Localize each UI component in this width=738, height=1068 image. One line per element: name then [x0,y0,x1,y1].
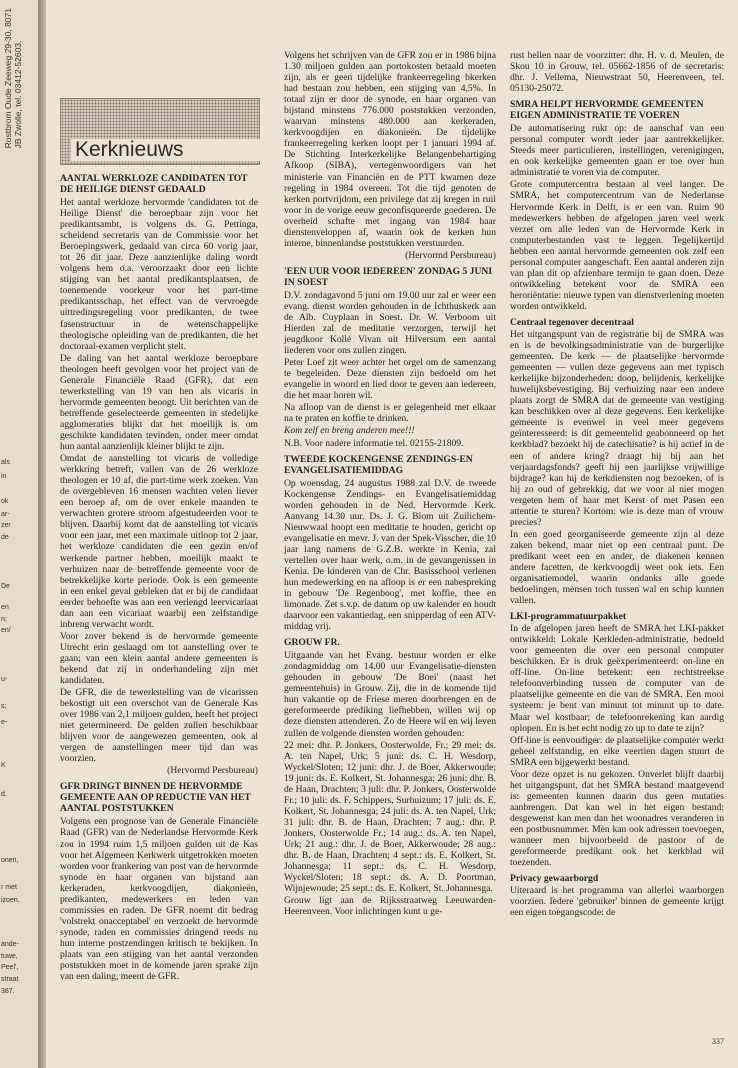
facing-page-vertical-text: Rostbrom Oude Zeeweg 29-30, 8071 JB Zwolle, tel. 03412-52603. [3,8,23,149]
paragraph: Omdat de aanstelling tot vicaris de volledige werkkring betreft, vallen van de 26 werkloze theologen er 10 af, die part-time werk zoeken. Van de overgebleven 16 mensen wachten velen liever een beroep af, om de over enkele maanden te verwachten grotere stroom afgestudeerden voor te blijven. Daarbij komt dat de aanstelling tot vicaris voor een jaar, met een maximale uitloop tot 2 jaar, het werkloze candidaten die een gezin en/of werkende partner hebben, moeilijk maakt te verhuizen naar de betreffende gemeente voor de betrekkelijke korte periode. Ook is een gemeente in een enkel geval gebleken dat er bij de candidaat eerder behoefte was aan een verlengd leervicariaat dan aan een vicariaat waarbij een zelfstandige inbreng verwacht wordt. [60,453,258,630]
facing-page-fragment: onen, [1,857,19,864]
facing-page-fragment: de [1,534,9,541]
facing-page-fragment: en/ [1,627,11,634]
page-number: 337 [712,1037,724,1046]
paragraph: In de afgelopen jaren heeft de SMRA het LKI-pakket ontwikkeld: Lokale Kerkleden-administratie, bedoeld voor gemeenten die over een personal computer beschikken. Er is druk geëxperimenteerd: on-line en off-line. On-line betekent: een rechtstreekse telefoonverbinding tussen de computer van de plaatselijke gemeente en die van de SMRA. Een mooi systeem: je bent van minuut tot minuut up to date. Maar wel kostbaar; de telefoonrekening kan aardig oplopen. En is het echt nodig zo up to date te zijn? [510,623,724,734]
article-title: GROUW FR. [284,637,340,649]
paragraph: De automatisering rukt op: de aanschaf van een personal computer wordt ieder jaar aantrekkelijker. Steeds meer particulieren, instellingen, verenigingen, en ook kerkelijke gemeenten gaan er toe over hun administratie te voren via de computer. [510,123,724,179]
article-credit: (Hervormd Persbureau) [167,765,258,777]
paragraph: Voor deze opzet is nu gekozen. Onverlet blijft daarbij het uitgangspunt, dat het SMRA bestand maatgevend is: gemeenten kunnen daarin dus geen mutaties aanbrengen. Dat kan wel in het eigen bestand: desgewenst kan men dan het woonadres veranderen in een postbusnummer. Men kan ook adressen toevoegen, wanneer men bijvoorbeeld de pastoor of de gereformeerde predikant ook het kerkblad wil toezenden. [510,768,724,869]
paragraph: Off-line is eenvoudiger: de plaatselijke computer werkt geheel zelfstandig, en elke veertien dagen stuurt de SMRA een bijgewerkt bestand. [510,734,724,768]
paragraph: Grote computercentra bestaan al veel langer. De SMRA, het computercentrum van de Nederlanse Hervormde Kerk in Delft, is er een van. Ruim 90 medewerkers hebben de afgelopen jaren veel werk verzet om alle leden van de Hervormde Kerk in computerbestanden vast te leggen. Tegelijkertijd hebben een aantal hervormde gemeenten ook zelf een personal computer aangeschaft. Een aantal anderen zijn van plan dit op afzienbare termijn te gaan doen. Deze ontwikkeling betekent voor de SMRA een heroriëntatie: nieuwe typen van dienstverlening moeten worden ontwikkeld. [510,179,724,312]
facing-page-fragment: d. [1,791,7,798]
article-title: TWEEDE KOCKENGENSE ZENDINGS-EN EVANGELISATIEMIDDAG [284,453,473,476]
facing-page-fragment: e- [1,719,8,726]
column-3 [510,50,724,919]
facing-page-edge [0,0,39,1068]
paragraph: Peter Loef zit weer achter het orgel om de samenzang te begeleiden. Deze diensten zijn bedoeld om het evangelie in woord en lied door te geven aan iedereen, die het maar horen wil. [284,357,496,402]
book-gutter [38,0,46,1068]
facing-page-fragment: als [1,459,10,466]
section-banner [60,98,260,165]
paragraph: Het uitgangspunt van de registratie bij de SMRA was en is de bevolkingsadministratie van de burgerlijke gemeenten. De kerk — de plaatselijke hervormde gemeenten — vullen deze gegevens aan met typisch kerkelijke bijzonderheden: doop, belijdenis, kerkelijke huwelijksbevestiging. Bij verhuizing naar een andere plaats zorgt de SMRA dat de gemeente van vestiging kan beschikken over al deze gegevens. Een kerkelijke gemeente is evenwel in veel meer gegevens geïnteresseerd: is dit gemeentelid geabonneerd op het kerkblad? bezoekt hij de catechisatie? is hij actief in de een of andere kring? draagt hij bij aan het verjaardagsfonds? geeft hij een jaarlijkse vrijwillige bijdrage? kan hij de kerkdiensten nog bezoeken, of is hij zo oud of gebrekkig, dat we voor al niet mogen vergeten hem of haar met Kerst of met Pasen een attentie te sturen? Kortom: wie is deze man of vrouw precies? [510,328,724,528]
article-title: 'EEN UUR VOOR IEDEREEN' ZONDAG 5 JUNI IN SOEST [284,265,493,288]
section-heading: LKI-programmatuurpakket [510,611,627,623]
facing-page-fragment: tuwe, [1,953,18,960]
paragraph: rust bellen naar de voorzitter: dhr. H. v. d. Meulen, de Skou 10 in Grouw, tel. 05662-1856 of de secretaris: dhr. J. Vellema, Nieuwstraat 50, Heerenveen, tel. 05130-25072. [510,50,724,95]
facing-page-fragment: De [1,583,10,590]
paragraph: De GFR, die de tewerkstelling van de vicarissen bekostigt uit een overschot van de Generale Kas over 1986 van 2,1 miljoen gulden, heeft het project niet getermineerd. De gelden zullen beschikbaar blijven voor de aangewezen gemeenten, ook al vergen de aanstellingen meer tijd dan was voorzien. [60,687,258,765]
article-title: GFR DRINGT BINNEN DE HERVORMDE GEMEENTE AAN OP REDUCTIE VAN HET AANTAL POSTSTUKKEN [60,781,251,815]
facing-page-fragment: n; [1,616,7,623]
facing-page-fragment: in [1,473,7,480]
facing-page-fragment: ar- [1,511,10,518]
magazine-page [46,0,738,1068]
paragraph: Na afloop van de dienst is er gelegenheid met elkaar na te praten en koffie te drinken. [284,402,496,425]
section-title: Kerknieuws [71,139,267,161]
facing-page-fragment: ande- [1,941,19,948]
paragraph: N.B. Voor nadere informatie tel. 02155-21809. [284,437,464,449]
facing-page-fragment: en [1,604,9,611]
facing-page-fragment: izoen. [1,897,20,904]
paragraph: Op woensdag, 24 augustus 1988 zal D.V. de tweede Kockengense Zendings- en Evangelisatiemiddag worden gehouden in de Ned. Hervormde Kerk. Aanvang 14.30 uur. Ds. J. G. Blom uit Zuilichem-Nieuwwaal hoopt een meditatie te houden, gericht op evangelisatie en mevr. J. van der Spek-Visscher, die 10 jaar lang namens de G.Z.B. werkte in Kenia, zal vertellen over haar werk, o.m. in de gevangenissen in Kenia. De kinderen van de Chr. Basisschool verlenen hun medewerking en na afloop is er een nabespreking in gebouw 'De Regenboog', met koffie, thee en limonade. Zet s.v.p. de datum op uw kalender en houdt daarvoor een vakantiedag, een snipperdag of een ATV-middag vrij. [284,477,496,633]
paragraph: Het aantal werkloze hervormde 'candidaten tot de Heilige Dienst' die beroepbaar zijn voor het predikantsambt, is volgens ds. G. Pettinga, scheidend secretaris van de Commissie voor het Beroepingswerk, gedaald van circa 60 vorig jaar, tot 26 dit jaar. Deze aanzienlijke daling wordt volgens hem o.a. veroorzaakt door een lichte stijging van het aantal predikantsplaatsen, de toenemende voorkeur voor het part-time predikantsschap, het effect van de vervroegde uittredingsregeling voor predikanten, de twee fasenstructuur in de wetenschappelijke theologische opleiding van de predikanten, die het doctoraal-examen verplicht stelt. [60,197,258,352]
facing-page-fragment: ok [1,498,9,505]
facing-page-fragment: Peel', [1,964,19,971]
paragraph: In een goed georganiseerde gemeente zijn al deze zaken bekend, maar niet op een centraal punt. De predikant weet een en ander, de diakenen kennen andere facetten, de kerkvoogdij weet ook iets. Een organisatiemodel, waarin ondanks alle goede bedoelingen, mensen toch tussen wal en schip kunnen vallen. [510,528,724,607]
article-werkloze-candidaten [60,173,258,776]
section-heading: Centraal tegenover decentraal [510,316,634,328]
facing-page-fragment: r met [1,884,17,891]
paragraph: D.V. zondagavond 5 juni om 19.00 uur zal er weer een evang. dienst worden gehouden in de Ichthuskerk aan de Alb. Cuyplaan in Soest. Dr. W. Verboom uit Hierden zal de meditatie verzorgen, terwijl het jeugdkoor Kollé Vivan uit Hilversum een aantal liederen voor ons zullen zingen. [284,289,496,357]
paragraph: De daling van het aantal werkloze beroepbare theologen heeft gevolgen voor het project van de Generale Financiële Raad (GFR), dat een tewerkstelling van 19 van hen als vicaris in hervormde gemeenten beoogt. Uit berichten van de betreffende geselecteerde gemeenten in stedelijke agglomeraties blijkt dat het moeilijk is om geschikte kandidaten tevinden, onder meer omdat hun aantal aanzienlijk kleiner blijkt te zijn. [60,352,258,453]
paragraph: Voor zover bekend is de hervormde gemeente Utrecht erin geslaagd om tot aanstelling over te gaan; van een klein aantal andere gemeenten is bekend dat zij in onderhandeling zijn met kandidaten. [60,630,258,687]
article-credit: (Hervormd Persbureau) [405,249,496,261]
article-gfr-poststukken [60,781,258,982]
article-title: SMRA HELPT HERVORMDE GEMEENTEN EIGEN ADMINISTRATIE TE VOEREN [510,99,704,122]
paragraph: Uitgaande van het Evang. bestuur worden er elke zondagmiddag om 14.00 uur Evangelisatie-diensten gehouden in gebouw 'De Boei' (naast het gemeentehuis) in Grouw. Zij, die in de komende tijd hun vakantie op de Friese meren doorbrengen en de gereformeerde prediking liefhebben, willen wij op deze diensten attenderen. Zo de Heere wil en wij leven zullen de volgende diensten worden gehouden: [284,650,496,739]
facing-page-fragment: K [1,762,6,769]
column-1 [60,168,258,983]
column-2 [284,50,496,918]
paragraph: Grouw ligt aan de Rijksstraatweg Leeuwarden-Heerenveen. Voor inlichtingen kunt u ge- [284,895,496,918]
paragraph: Uiteraard is het programma van allerlei waarborgen voorzien. Iedere 'gebruiker' binnen de gemeente krijgt een eigen toegangscode: de [510,885,724,919]
paragraph: 22 mei: dhr. P. Jonkers, Oosterwolde, Fr.; 29 mei: ds. A. ten Napel, Urk; 5 juni: ds. C. H. Wesdorp, Wyckel/Sloten; 12 juni: dhr. J. de Boer, Akkerwoude; 19 juni: ds. E. Kolkert, St. Johannesga; 26 juni: dhr. B. de Haan, Drachten; 3 juli: dhr. P. Jonkers, Oosterwolde Fr.; 10 juli: ds. F. Schippers, Surhuizum; 17 juli: ds. E. Kolkert, St. Johannesga; 24 juli: ds. A. ten Napel, Urk; 31 juli: dhr. B. de Haan, Drachten; 7 aug.: dhr. P. Jonkers, Oosterwolde Fr.; 14 aug.: ds. A. ten Napel, Urk; 21 aug.: dhr. J. de Boer, Akkerwoude; 28 aug.: dhr. B. de Haan, Drachten; 4 sept.: ds. E. Kolkert, St. Johannesga; 11 sept.: ds. C. H. Wesdorp, Wyckel/Sloten; 18 sept.: ds. A. D. Poortman, Wijnjewoude; 25 sept.: ds. E. Kolkert, St. Johannesga. [284,739,496,895]
facing-page-fragment: s; [1,703,7,710]
facing-page-fragment: zer [1,522,11,529]
article-title: AANTAL WERKLOZE CANDIDATEN TOT DE HEILIGE DIENST GEDAALD [60,173,248,195]
section-heading: Privacy gewaarborgd [510,873,599,885]
facing-page-fragment: u- [1,676,8,683]
italic-line: Kom zelf en breng anderen mee!!! [284,425,415,437]
facing-page-fragment: 387. [1,988,15,995]
paragraph: Volgens een prognose van de Generale Financiële Raad (GFR) van de Nederlandse Hervormde Kerk zou in 1994 ruim 1,5 miljoen gulden uit de Kas voor het Algemeen Kerkwerk uitgetrokken moeten worden voor frankering van post van de hervormde synode en haar organen van bijstand aan kerkeraden, kerkvoogdijen, diakonieën, predikanten, medewerkers en leden van commissies en raden. De GFR noemt dit bedrag 'volstrekt onacceptabel' en verzoekt de hervormde synode, raden en commissies dringend reeds nu hun interne postzendingen kritisch te bekijken. In plaats van een stijging van het aantal verzonden poststukken moet in de komende jaren sprake zijn van een daling, meent de GFR. [60,816,258,983]
paragraph: Volgens het schrijven van de GFR zou er in 1986 bijna 1.30 miljoen gulden aan portokosten betaald moeten zijn, als er geen tijdelijke frankeerregeling bkerken had bestaan zou hebben, een stijging van 4,5%. In totaal zijn er door de synode, en haar organen van bijstand minstens 776.000 poststukken verzonden, waarvan minstens 480.000 aan kerkeraden, kerkvoogdijen en diakonieën. De tijdelijke frankeerregeling kerken loopt per 1 januari 1994 af. De Stichting Interkerkelijke Belangenbehartiging Afkoop (SIBA), vertegenwoordigers van het ministerie van Financiën en de PTT kwamen deze regeling in 1984 overeen. Tot die tijd genoten de kerken portvrijdom, een privilege dat zij kregen in ruil voor in de vorige eeuw geconfisqueerde goederen. De overheid schafte met ingang van 1984 haar dienstenveloppen af, waarin ook de kerken hun interne, binnenlandse poststukken verstuurden. [284,50,496,249]
facing-page-fragment: straat [1,976,19,983]
